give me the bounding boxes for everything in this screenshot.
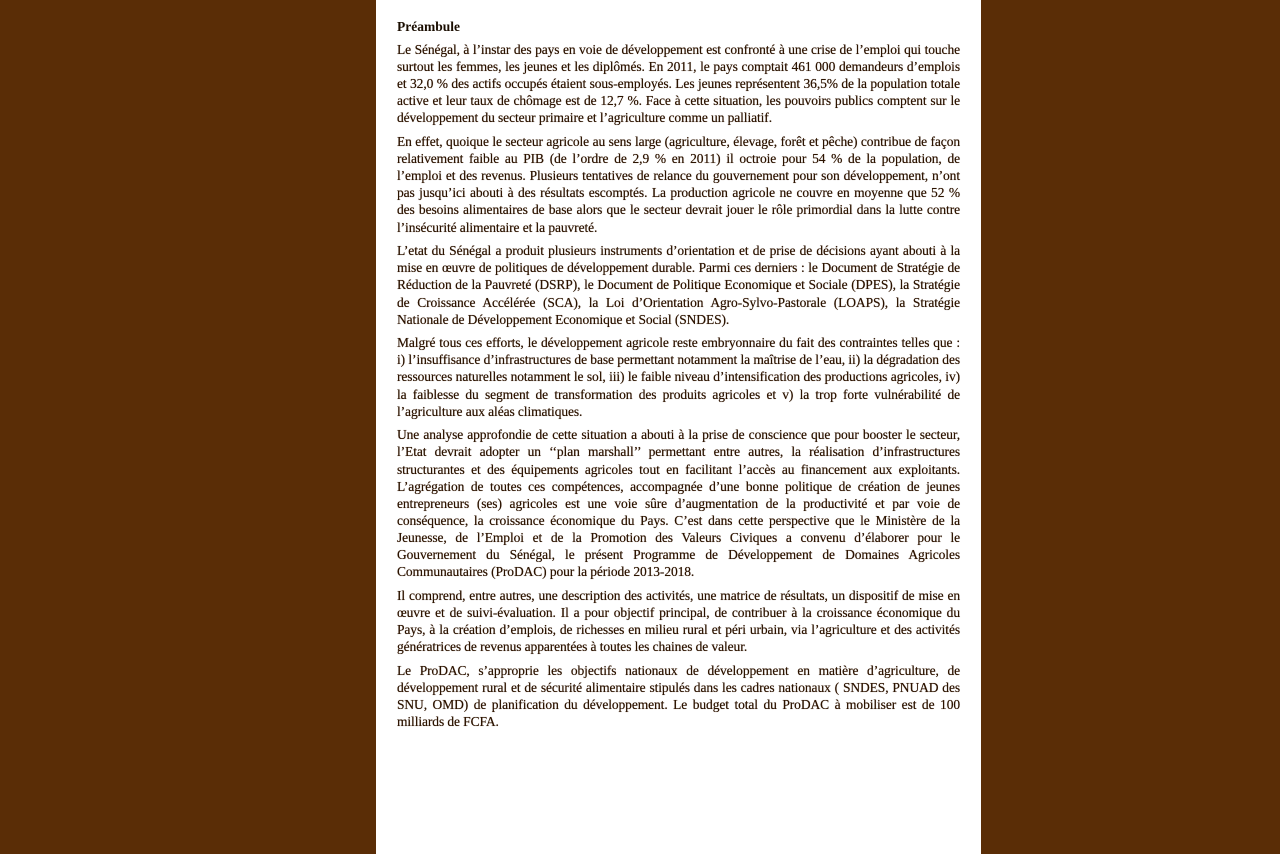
paragraph: Il comprend, entre autres, une description des activités, une matrice de résultats, un dispositif de mise en œuvre et de suivi-évaluation. Il a pour objectif principal, de contribuer à la croissance économique du Pays, à la création d’emplois, de richesses en milieu rural et péri urbain, via l’agriculture et des activités génératrices de revenus apparentées à toutes les chaines de valeur. xyxy=(397,587,960,655)
document-page xyxy=(376,0,981,854)
paragraph: En effet, quoique le secteur agricole au sens large (agriculture, élevage, forêt et pêche) contribue de façon relativement faible au PIB (de l’ordre de 2,9 % en 2011) il octroie pour 54 % de la population, de l’emploi et des revenus. Plusieurs tentatives de relance du gouvernement pour son développement, n’ont pas jusqu’ici abouti à des résultats escomptés. La production agricole ne couvre en moyenne que 52 % des besoins alimentaires de base alors que le secteur devrait jouer le rôle primordial dans la lutte contre l’insécurité alimentaire et la pauvreté. xyxy=(397,134,960,235)
paragraph: Le ProDAC, s’approprie les objectifs nationaux de développement en matière d’agriculture, de développement rural et de sécurité alimentaire stipulés dans les cadres nationaux ( SNDES, PNUAD des SNU, OMD) de planification du développement. Le budget total du ProDAC à mobiliser est de 100 milliards de FCFA. xyxy=(397,662,960,730)
paragraph: Le Sénégal, à l’instar des pays en voie de développement est confronté à une crise de l’emploi qui touche surtout les femmes, les jeunes et les diplômés. En 2011, le pays comptait 461 000 demandeurs d’emplois et 32,0 % des actifs occupés étaient sous-employés. Les jeunes représentent 36,5% de la population totale active et leur taux de chômage est de 12,7 %. Face à cette situation, les pouvoirs publics comptent sur le développement du secteur primaire et l’agriculture comme un palliatif. xyxy=(397,42,960,126)
document-title: Préambule xyxy=(397,19,460,34)
paragraph: Une analyse approfondie de cette situation a abouti à la prise de conscience que pour booster le secteur, l’Etat devrait adopter un ‘‘plan marshall’’ permettant entre autres, la réalisation d’infrastructures structurantes et des équipements agricoles tout en facilitant l’accès au financement aux exploitants. L’agrégation de toutes ces compétences, accompagnée d’une bonne politique de création de jeunes entrepreneurs (ses) agricoles est une voie sûre d’augmentation de la productivité et par voie de conséquence, la croissance économique du Pays. C’est dans cette perspective que le Ministère de la Jeunesse, de l’Emploi et de la Promotion des Valeurs Civiques a convenu d’élaborer pour le Gouvernement du Sénégal, le présent Programme de Développement de Domaines Agricoles Communautaires (ProDAC) pour la période 2013-2018. xyxy=(397,427,960,580)
paragraph: Malgré tous ces efforts, le développement agricole reste embryonnaire du fait des contraintes telles que : i) l’insuffisance d’infrastructures de base permettant notamment la maîtrise de l’eau, ii) la dégradation des ressources naturelles notamment le sol, iii) le faible niveau d’intensification des productions agricoles, iv) la faiblesse du segment de transformation des produits agricoles et v) la trop forte vulnérabilité de l’agriculture aux aléas climatiques. xyxy=(397,335,960,419)
paragraph: L’etat du Sénégal a produit plusieurs instruments d’orientation et de prise de décisions ayant abouti à la mise en œuvre de politiques de développement durable. Parmi ces derniers : le Document de Stratégie de Réduction de la Pauvreté (DSRP), le Document de Politique Economique et Sociale (DPES), la Stratégie de Croissance Accélérée (SCA), la Loi d’Orientation Agro-Sylvo-Pastorale (LOAPS), la Stratégie Nationale de Développement Economique et Social (SNDES). xyxy=(397,243,960,327)
